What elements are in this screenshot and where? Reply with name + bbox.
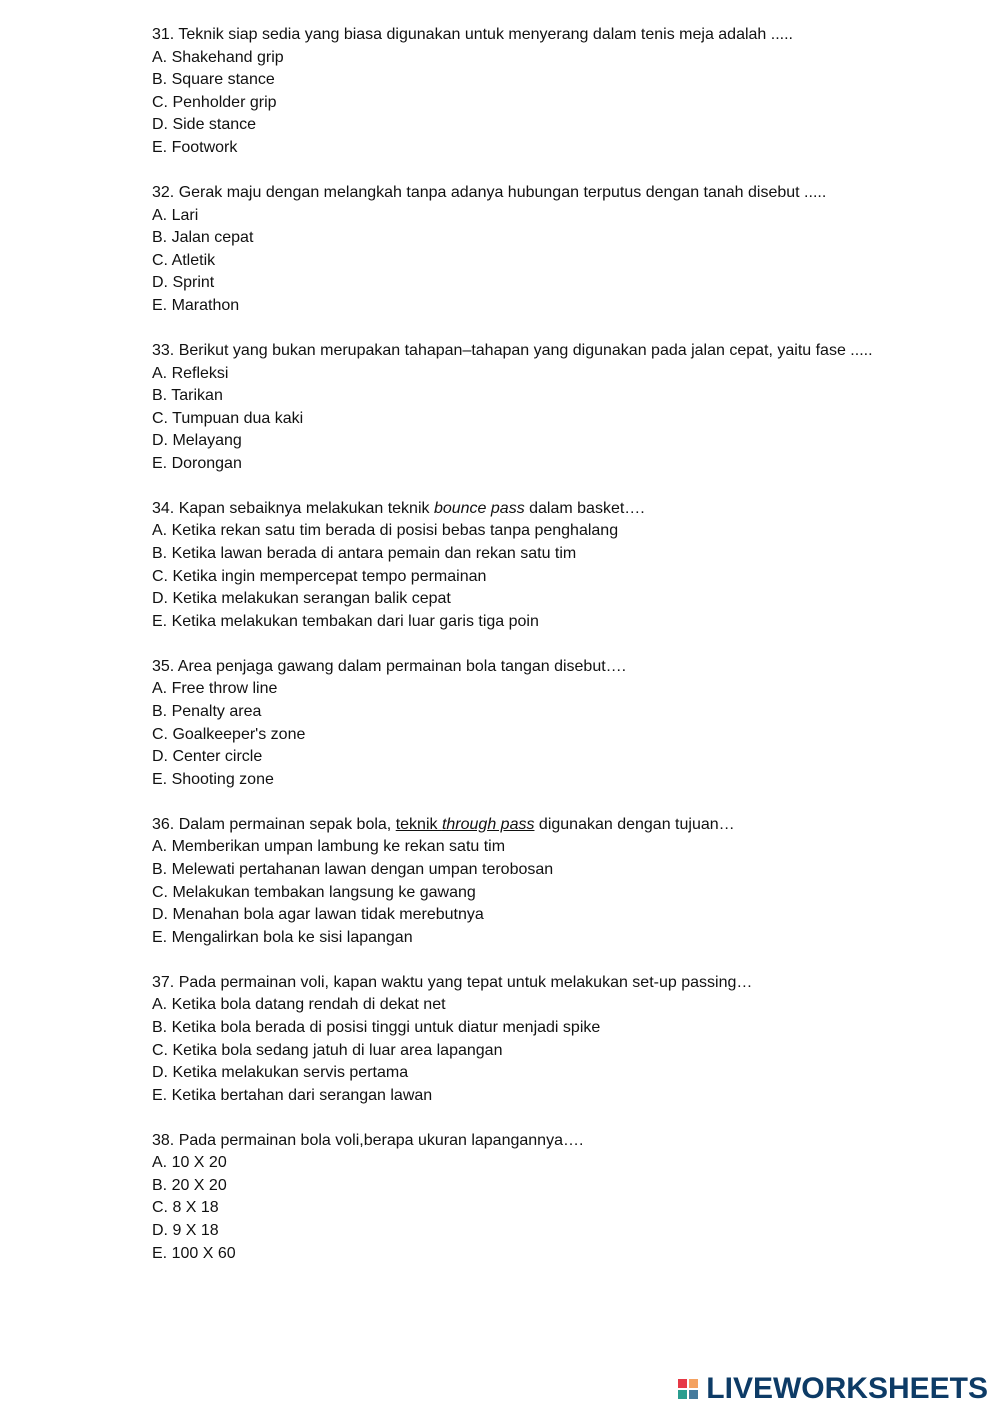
answer-option[interactable]: B. Tarikan	[152, 387, 223, 405]
answer-option[interactable]: C. Goalkeeper's zone	[152, 725, 306, 743]
answer-option[interactable]: A. Ketika rekan satu tim berada di posisi bebas tanpa penghalang	[152, 522, 619, 540]
answer-option[interactable]: D. 9 X 18	[152, 1222, 219, 1240]
answer-option[interactable]: B. Ketika bola berada di posisi tinggi untuk diatur menjadi spike	[152, 1018, 601, 1036]
question-stem: 37. Pada permainan voli, kapan waktu yang tepat untuk melakukan set-up passing…	[152, 973, 753, 991]
logo-text: LIVEWORKSHEETS	[706, 1372, 988, 1405]
answer-option[interactable]: B. Melewati pertahanan lawan dengan umpan terobosan	[152, 860, 554, 878]
answer-option[interactable]: D. Melayang	[152, 432, 242, 450]
answer-option[interactable]: A. 10 X 20	[152, 1154, 227, 1172]
stem-term-italic: bounce pass	[433, 499, 525, 517]
answer-option[interactable]: E. Ketika bertahan dari serangan lawan	[152, 1086, 433, 1104]
logo-square-4	[689, 1390, 698, 1399]
answer-option[interactable]: B. Square stance	[152, 71, 275, 89]
answer-option[interactable]: B. 20 X 20	[152, 1176, 227, 1194]
question-stem: 38. Pada permainan bola voli,berapa ukuran lapangannya….	[152, 1131, 584, 1149]
stem-text: 36. Dalam permainan sepak bola,	[152, 815, 396, 833]
logo-square-2	[689, 1379, 698, 1388]
answer-option[interactable]: C. Atletik	[152, 251, 216, 269]
stem-term-underlined	[396, 816, 535, 833]
liveworksheets-logo-icon	[678, 1379, 698, 1399]
answer-option[interactable]: C. 8 X 18	[152, 1199, 219, 1217]
answer-option[interactable]: E. Marathon	[152, 296, 240, 314]
stem-text: digunakan dengan tujuan…	[534, 815, 735, 833]
logo-square-1	[678, 1379, 687, 1388]
answer-option[interactable]: A. Memberikan umpan lambung ke rekan satu tim	[152, 838, 506, 856]
answer-option[interactable]: E. Dorongan	[152, 454, 242, 472]
worksheet-page	[152, 24, 952, 1288]
answer-option[interactable]: E. Mengalirkan bola ke sisi lapangan	[152, 928, 413, 946]
answer-option[interactable]: B. Ketika lawan berada di antara pemain dan rekan satu tim	[152, 545, 577, 563]
answer-option[interactable]: A. Refleksi	[152, 364, 229, 382]
answer-option[interactable]: D. Center circle	[152, 748, 263, 766]
answer-option[interactable]: C. Melakukan tembakan langsung ke gawang	[152, 883, 476, 901]
question-stem	[152, 498, 952, 521]
answer-option[interactable]: D. Side stance	[152, 116, 257, 134]
question-34	[152, 498, 952, 634]
answer-option[interactable]: E. Footwork	[152, 138, 238, 156]
question-38	[152, 1130, 952, 1266]
question-32	[152, 182, 952, 318]
answer-option[interactable]: E. 100 X 60	[152, 1244, 236, 1262]
stem-text: 34. Kapan sebaiknya melakukan teknik	[152, 499, 434, 517]
question-stem: 35. Area penjaga gawang dalam permainan bola tangan disebut….	[152, 657, 627, 675]
stem-text: dalam basket….	[524, 499, 645, 517]
answer-option[interactable]: D. Ketika melakukan servis pertama	[152, 1064, 409, 1082]
answer-option[interactable]: B. Penalty area	[152, 703, 262, 720]
question-31	[152, 24, 952, 160]
answer-option[interactable]: E. Ketika melakukan tembakan dari luar garis tiga poin	[152, 612, 539, 630]
answer-option[interactable]: A. Ketika bola datang rendah di dekat net	[152, 996, 446, 1014]
answer-option[interactable]: D. Sprint	[152, 274, 215, 292]
question-33	[152, 340, 952, 476]
question-stem	[152, 814, 952, 837]
answer-option[interactable]: C. Penholder grip	[152, 93, 277, 111]
answer-option[interactable]: D. Menahan bola agar lawan tidak merebutnya	[152, 906, 484, 924]
answer-option[interactable]: A. Lari	[152, 206, 199, 224]
question-stem: 33. Berikut yang bukan merupakan tahapan–tahapan yang digunakan pada jalan cepat, yaitu fase .....	[152, 341, 873, 359]
stem-term-italic: through pass	[441, 815, 535, 833]
answer-option[interactable]: C. Tumpuan dua kaki	[152, 409, 304, 427]
answer-option[interactable]: B. Jalan cepat	[152, 229, 254, 247]
question-35	[152, 656, 952, 792]
question-stem: 31. Teknik siap sedia yang biasa digunakan untuk menyerang dalam tenis meja adalah .....	[152, 26, 793, 43]
stem-term-prefix: teknik	[395, 815, 442, 833]
question-stem: 32. Gerak maju dengan melangkah tanpa adanya hubungan terputus dengan tanah disebut .....	[152, 183, 827, 201]
logo-square-3	[678, 1390, 687, 1399]
question-36	[152, 814, 952, 950]
question-37	[152, 972, 952, 1108]
liveworksheets-logo[interactable]	[678, 1374, 988, 1404]
answer-option[interactable]: E. Shooting zone	[152, 770, 274, 788]
answer-option[interactable]: C. Ketika ingin mempercepat tempo permainan	[152, 567, 487, 585]
answer-option[interactable]: C. Ketika bola sedang jatuh di luar area lapangan	[152, 1041, 503, 1059]
answer-option[interactable]: D. Ketika melakukan serangan balik cepat	[152, 590, 451, 608]
answer-option[interactable]: A. Shakehand grip	[152, 48, 284, 66]
answer-option[interactable]: A. Free throw line	[152, 680, 278, 698]
